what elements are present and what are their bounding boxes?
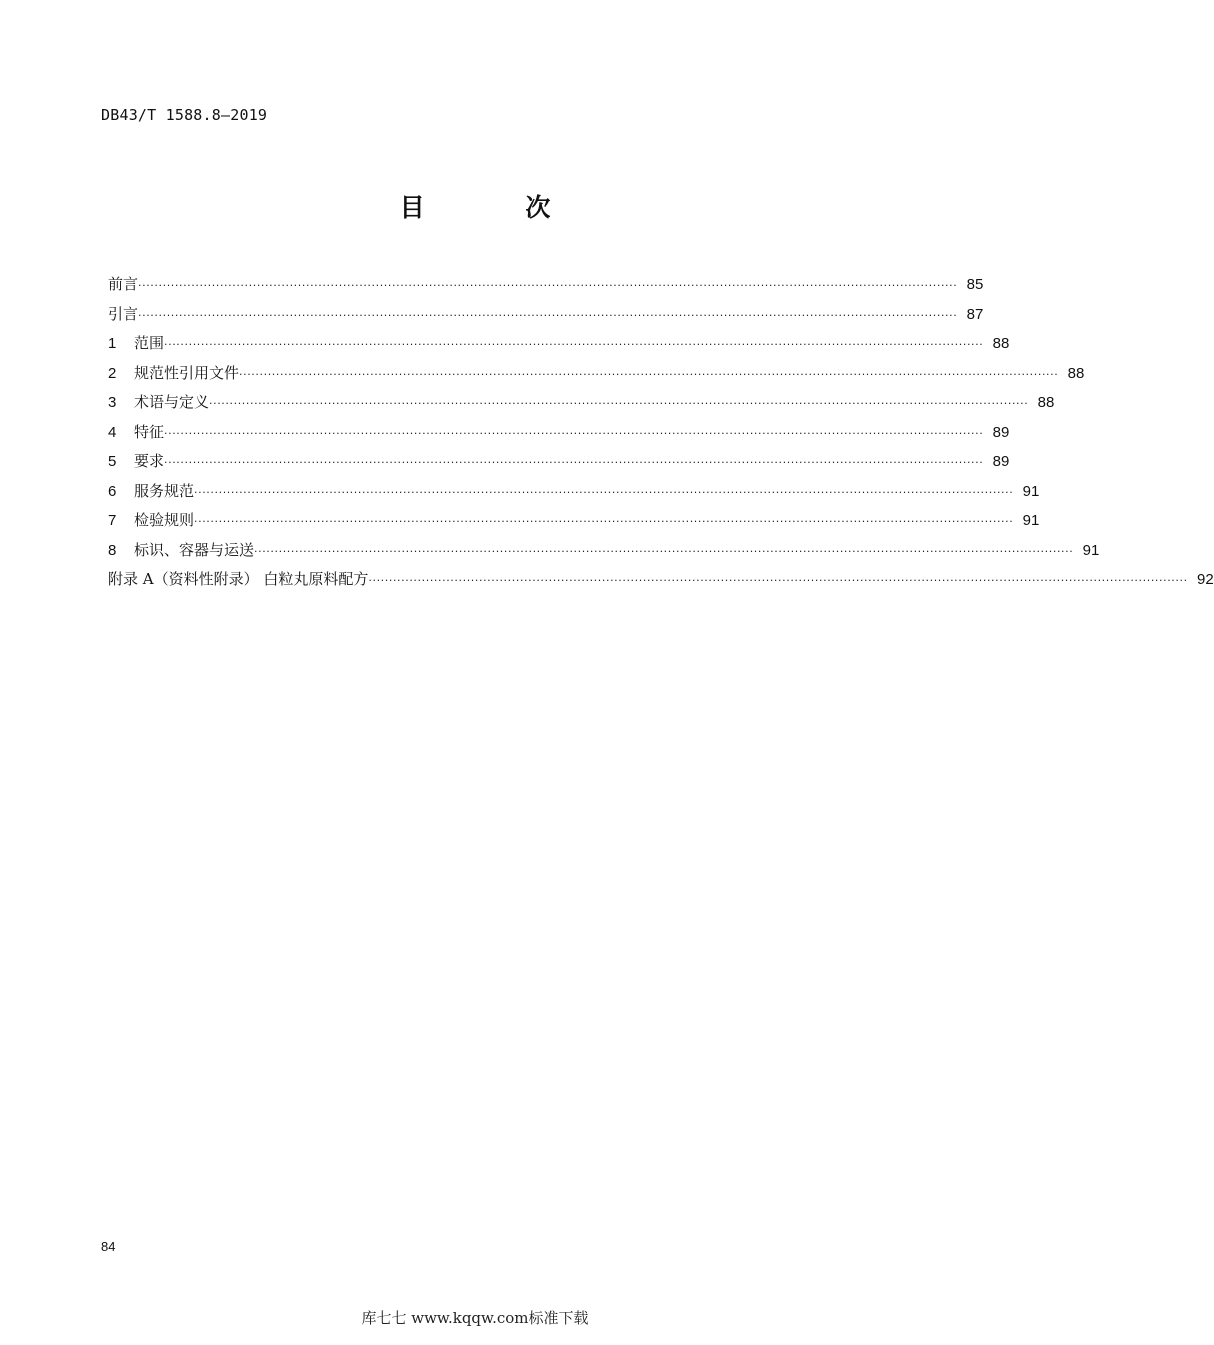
toc-entry-service-specification[interactable] [108, 477, 1040, 507]
toc-dot-leader: ········································································································································································································ [368, 574, 1188, 587]
toc-entry-label: 前言 [108, 275, 139, 293]
toc-entry-page: 88 [992, 335, 1010, 352]
toc-entry-page: 85 [966, 276, 984, 293]
toc-entry-appendix-a[interactable] [108, 565, 1214, 595]
toc-entry-page: 91 [1022, 512, 1040, 529]
toc-entry-marking-containers-transport[interactable] [108, 536, 1100, 566]
toc-entry-number: 6 [108, 482, 117, 500]
toc-entry-scope[interactable] [108, 329, 1010, 359]
toc-dot-leader: ········································································································································································································ [138, 308, 958, 322]
toc-entry-label: 特征 [134, 422, 165, 441]
toc-entry-number: 8 [108, 541, 117, 559]
toc-entry-page: 92 [1197, 571, 1214, 588]
toc-entry-label: 术语与定义 [134, 393, 210, 411]
toc-entry-label: 要求 [134, 452, 165, 470]
page-title: 目 次 [399, 193, 597, 222]
toc-entry-number: 7 [108, 512, 117, 529]
toc-dot-leader: ········································································································································································································ [138, 279, 958, 292]
toc-entry-page: 91 [1022, 482, 1040, 500]
toc-entry-label: 标识、容器与运送 [134, 540, 255, 559]
toc-dot-leader: ········································································································································································································ [194, 485, 1014, 499]
toc-entry-label: 检验规则 [134, 511, 195, 529]
toc-entry-label: 服务规范 [134, 481, 195, 500]
toc-entry-requirements[interactable] [108, 447, 1010, 477]
toc-dot-leader: ········································································································································································································ [239, 367, 1059, 381]
toc-dot-leader: ········································································································································································································ [209, 397, 1029, 410]
toc-dot-leader: ········································································································································································································ [164, 338, 984, 351]
toc-dot-leader: ········································································································································································································ [164, 426, 984, 440]
page-number: 84 [101, 1239, 116, 1254]
footer-watermark-text: 库七七 www.kqqw.com标准下载 [361, 1309, 589, 1327]
toc-entry-label: 规范性引用文件 [134, 363, 240, 382]
toc-entry-inspection-rules[interactable] [108, 506, 1040, 536]
toc-entry-number: 2 [108, 364, 117, 382]
toc-entry-terms-definitions[interactable] [108, 388, 1055, 418]
toc-entry-number: 4 [108, 423, 117, 441]
toc-entry-characteristics[interactable] [108, 418, 1010, 448]
toc-entry-number: 5 [108, 453, 117, 470]
toc-entry-page: 88 [1037, 394, 1055, 411]
toc-entry-label: 引言 [108, 304, 139, 323]
table-of-contents [108, 270, 1214, 595]
toc-entry-number: 1 [108, 335, 117, 352]
toc-entry-introduction[interactable] [108, 300, 984, 330]
toc-entry-foreword[interactable] [108, 270, 984, 300]
toc-dot-leader: ········································································································································································································ [164, 456, 984, 469]
toc-entry-page: 91 [1082, 541, 1100, 559]
toc-entry-page: 88 [1067, 364, 1085, 382]
toc-entry-number: 3 [108, 394, 117, 411]
toc-entry-label: 附录 A（资料性附录） 白粒丸原料配方 [108, 570, 369, 588]
toc-entry-normative-references[interactable] [108, 359, 1085, 389]
toc-entry-page: 89 [992, 423, 1010, 441]
toc-entry-page: 87 [966, 305, 984, 323]
toc-dot-leader: ········································································································································································································ [254, 544, 1074, 558]
toc-entry-page: 89 [992, 453, 1010, 470]
document-code: DB43/T 1588.8—2019 [101, 106, 268, 124]
toc-dot-leader: ········································································································································································································ [194, 515, 1014, 528]
toc-entry-label: 范围 [134, 334, 165, 352]
